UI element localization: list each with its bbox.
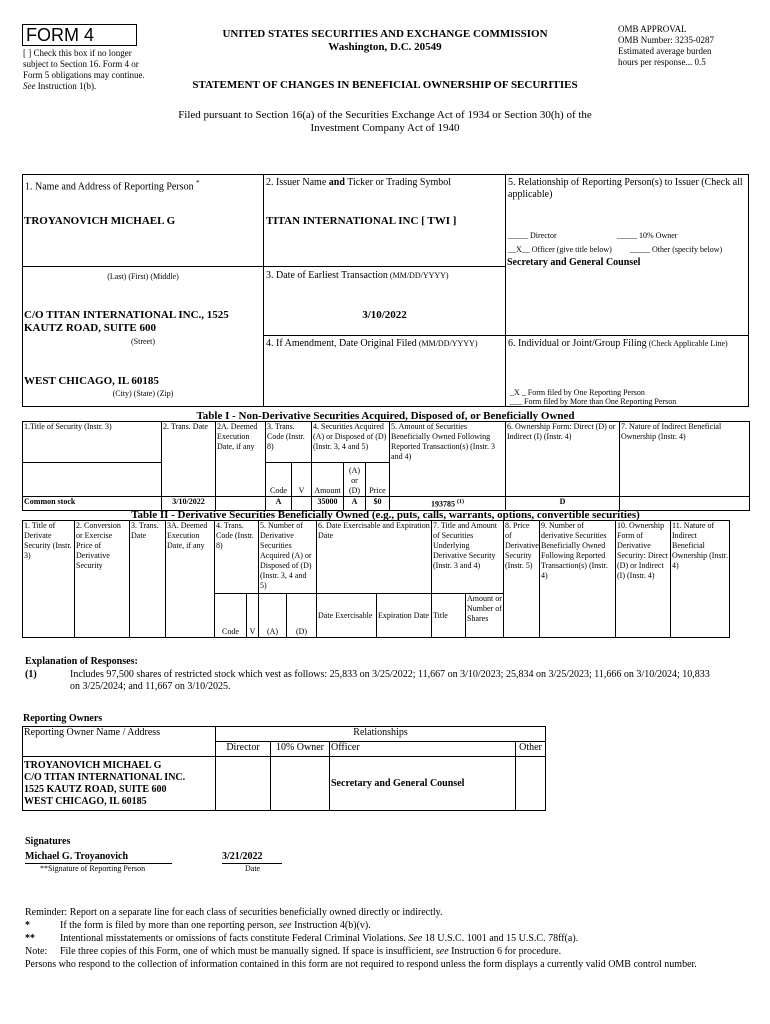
t1-h1: 1.Title of Security (Instr. 3) <box>23 422 162 463</box>
one-person-option: _X _ Form filed by One Reporting Person <box>510 388 645 397</box>
omb-box <box>618 24 758 68</box>
issuer-name: TITAN INTERNATIONAL INC [ TWI ] <box>266 215 457 227</box>
t1-h6: 6. Ownership Form: Direct (D) or Indirect (I) (Instr. 4) <box>506 422 620 497</box>
agency-location: Washington, D.C. 20549 <box>328 41 442 53</box>
t1-date: 3/10/2022 <box>162 497 216 511</box>
footnote-note-text: File three copies of this Form, one of which must be manually signed. If space is insufficient, see Instruction 6 for procedure. <box>60 946 562 957</box>
owners-col-dir: Director <box>216 742 271 757</box>
filed-pursuant-2: Investment Company Act of 1940 <box>310 122 460 134</box>
t2-h8: 8. Price of Derivative Security (Instr. 5) <box>504 521 540 638</box>
footnote-note: Note: <box>25 946 48 957</box>
footnote-star: * <box>25 920 30 931</box>
omb-burden: Estimated average burden <box>618 46 712 56</box>
owners-col-rel: Relationships <box>216 727 546 742</box>
t2-sub-date-ex: Date Exercisable <box>317 594 377 638</box>
t1-h1-spacer <box>23 463 162 497</box>
reporting-person-name: TROYANOVICH MICHAEL G <box>24 215 176 227</box>
reminder: Reminder: Report on a separate line for each class of securities beneficially owned directly or indirectly. <box>25 907 443 918</box>
owners-dir-cell <box>216 757 271 811</box>
footnote-dstar: ** <box>25 933 35 944</box>
box3-label: 3. Date of Earliest Transaction (MM/DD/YYYY) <box>266 270 449 281</box>
box2-label: 2. Issuer Name and Ticker or Trading Symbol <box>266 177 452 188</box>
t2-h1: 1. Title of Derivate Security (Instr. 3) <box>23 521 75 638</box>
box5-label: 5. Relationship of Reporting Person(s) to Issuer (Check all applicable) <box>508 177 743 200</box>
director-option: _____ Director <box>508 231 557 240</box>
earliest-transaction-date: 3/10/2022 <box>362 309 407 321</box>
box6-label: 6. Individual or Joint/Group Filing (Check Applicable Line) <box>508 338 728 349</box>
t1-amount: 35000 <box>312 497 344 511</box>
t2-sub-v: V <box>247 594 259 638</box>
table2-header-row <box>23 521 770 594</box>
t1-sub-amount: Amount <box>312 463 344 497</box>
owners-ten-cell <box>271 757 330 811</box>
t2-h3a: 3A. Deemed Execution Date, if any <box>166 521 215 638</box>
t2-h10: 10. Ownership Form of Derivative Security: Direct (D) or Indirect (I) (Instr. 4) <box>616 521 671 638</box>
footnote-persons: Persons who respond to the collection of information contained in this form are not required to respond unless the form displays a currently valid OMB control number. <box>25 959 697 970</box>
ten-pct-option: _____ 10% Owner <box>617 231 678 240</box>
t2-sub-exp: Expiration Date <box>377 594 432 638</box>
t1-aord: A <box>344 497 366 511</box>
t1-security: Common stock <box>23 497 162 511</box>
owners-col-ten: 10% Owner <box>271 742 330 757</box>
form-title-box <box>22 24 137 46</box>
owners-address <box>23 757 216 811</box>
t1-code: A <box>266 497 292 511</box>
t1-sub-price: Price <box>366 463 390 497</box>
t1-sub-code: Code <box>266 463 292 497</box>
explanation-text: Includes 97,500 shares of restricted stock which vest as follows: 25,833 on 3/25/2022; 11,667 on 3/10/2023; 25,834 on 3/25/2023; 11,666 on 3/10/2024; 10,833 on 3/25/2024; and 11,667 on 3/10/2025. <box>70 669 710 692</box>
table2-title: Table II - Derivative Securities Beneficially Owned (e.g., puts, calls, warrants, options, convertible securities) <box>131 509 640 521</box>
reporting-person-address: C/O TITAN INTERNATIONAL INC., 1525 KAUTZ ROAD, SUITE 600 <box>24 309 229 334</box>
officer-title: Secretary and General Counsel <box>507 257 641 268</box>
t1-h5: 5. Amount of Securities Beneficially Owned Following Reported Transaction(s) (Instr. 3 and 4) <box>390 422 506 497</box>
t1-h3: 3. Trans. Code (Instr. 8) <box>266 422 312 463</box>
form-title: FORM 4 <box>26 25 95 45</box>
t1-h2a: 2A. Deemed Execution Date, if any <box>216 422 266 497</box>
table1-title: Table I - Non-Derivative Securities Acquired, Disposed of, or Beneficially Owned <box>196 410 575 422</box>
reporting-person-city: WEST CHICAGO, IL 60185 <box>24 375 159 387</box>
t2-sub-code: Code <box>215 594 247 638</box>
owners-officer: Secretary and General Counsel <box>330 757 516 811</box>
t1-price: $0 <box>366 497 390 511</box>
explanation-heading: Explanation of Responses: <box>25 656 138 667</box>
t2-sub-title: Title <box>432 594 466 638</box>
table1-header-row <box>23 422 750 463</box>
t2-h2: 2. Conversion or Exercise Price of Derivative Security <box>75 521 130 638</box>
name-sublabel: (Last) (First) (Middle) <box>107 272 179 281</box>
t2-sub-a: (A) <box>259 594 287 638</box>
omb-number: OMB Number: 3235-0287 <box>618 35 714 45</box>
t1-owned: 193785 $^{(1)}$ <box>390 497 506 511</box>
owners-heading: Reporting Owners <box>23 713 103 724</box>
explanation-number: (1) <box>25 669 37 680</box>
box4-label: 4. If Amendment, Date Original Filed (MM/DD/YYYY) <box>266 338 478 349</box>
city-sublabel: (City) (State) (Zip) <box>112 389 174 398</box>
t2-h4: 4. Trans. Code (Instr. 8) <box>215 521 259 594</box>
check-box-text: [ ] Check this box if no longer subject to Section 16. Form 4 or Form 5 obligations may continue. See Instruction 1(b). <box>23 48 145 91</box>
owners-col-other: Other <box>516 742 546 757</box>
owner-line-1: TROYANOVICH MICHAEL G <box>24 759 162 771</box>
officer-option: __X__ Officer (give title below) <box>508 245 612 254</box>
t2-sub-d: (D) <box>287 594 317 638</box>
statement-title: STATEMENT OF CHANGES IN BENEFICIAL OWNERSHIP OF SECURITIES <box>192 79 578 91</box>
t2-h5: 5. Number of Derivative Securities Acquired (A) or Disposed of (D) (Instr. 3, 4 and 5) <box>259 521 317 594</box>
omb-approval: OMB APPROVAL <box>618 24 687 34</box>
footnote-dstar-text: Intentional misstatements or omissions of facts constitute Federal Criminal Violations. See 18 U.S.C. 1001 and 15 U.S.C. 78ff(a). <box>60 933 579 944</box>
table1 <box>22 421 750 511</box>
box1-divider <box>22 266 264 267</box>
agency-name: UNITED STATES SECURITIES AND EXCHANGE COMMISSION <box>222 28 548 40</box>
owners-header-1 <box>23 727 546 742</box>
t2-h11: 11. Nature of Indirect Beneficial Ownership (Instr. 4) <box>671 521 730 638</box>
filed-pursuant-1: Filed pursuant to Section 16(a) of the Securities Exchange Act of 1934 or Section 30(h) of the <box>178 109 592 121</box>
reporting-person-box <box>22 174 264 407</box>
owner-line-4: WEST CHICAGO, IL 60185 <box>24 795 147 807</box>
t2-sub-amount: Amount or Number of Shares <box>466 594 504 638</box>
owner-line-3: 1525 KAUTZ ROAD, SUITE 600 <box>24 783 167 795</box>
other-option: _____ Other (specify below) <box>630 245 723 254</box>
omb-hours: hours per response... 0.5 <box>618 57 706 67</box>
t1-h2: 2. Trans. Date <box>162 422 216 497</box>
signature-date-label: Date <box>245 864 261 873</box>
t1-owned-note: (1) <box>457 499 465 505</box>
t2-h6: 6. Date Exercisable and Expiration Date <box>317 521 432 594</box>
signature-name: Michael G. Troyanovich <box>25 851 129 862</box>
owners-table <box>22 726 546 811</box>
owners-other-cell <box>516 757 546 811</box>
t1-form: D <box>506 497 620 511</box>
t2-h3: 3. Trans. Date <box>130 521 166 638</box>
owner-line-2: C/O TITAN INTERNATIONAL INC. <box>24 771 186 783</box>
box1-label: 1. Name and Address of Reporting Person * <box>25 179 200 193</box>
t1-h7: 7. Nature of Indirect Beneficial Ownership (Instr. 4) <box>620 422 750 497</box>
t1-sub-v: V <box>292 463 312 497</box>
t2-h7: 7. Title and Amount of Securities Underlying Derivative Security (Instr. 3 and 4) <box>432 521 504 594</box>
signatures-heading: Signatures <box>25 836 71 847</box>
table2 <box>22 520 770 638</box>
signature-label: **Signature of Reporting Person <box>40 864 146 873</box>
signature-date: 3/21/2022 <box>222 851 263 862</box>
owners-col-name: Reporting Owner Name / Address <box>23 727 216 757</box>
owners-col-off: Officer <box>330 742 516 757</box>
more-persons-option: ___ Form filed by More than One Reporting Person <box>510 397 677 406</box>
t1-sub-aord: (A) or (D) <box>344 463 366 497</box>
street-sublabel: (Street) <box>131 337 155 346</box>
footnote-star-text: If the form is filed by more than one reporting person, see Instruction 4(b)(v). <box>60 920 371 931</box>
t2-h9: 9. Number of derivative Securities Beneficially Owned Following Reported Transaction(s) (Instr. 4) <box>540 521 616 638</box>
owners-data-row <box>23 757 546 811</box>
t1-h4: 4. Securities Acquired (A) or Disposed of (D) (Instr. 3, 4 and 5) <box>312 422 390 463</box>
